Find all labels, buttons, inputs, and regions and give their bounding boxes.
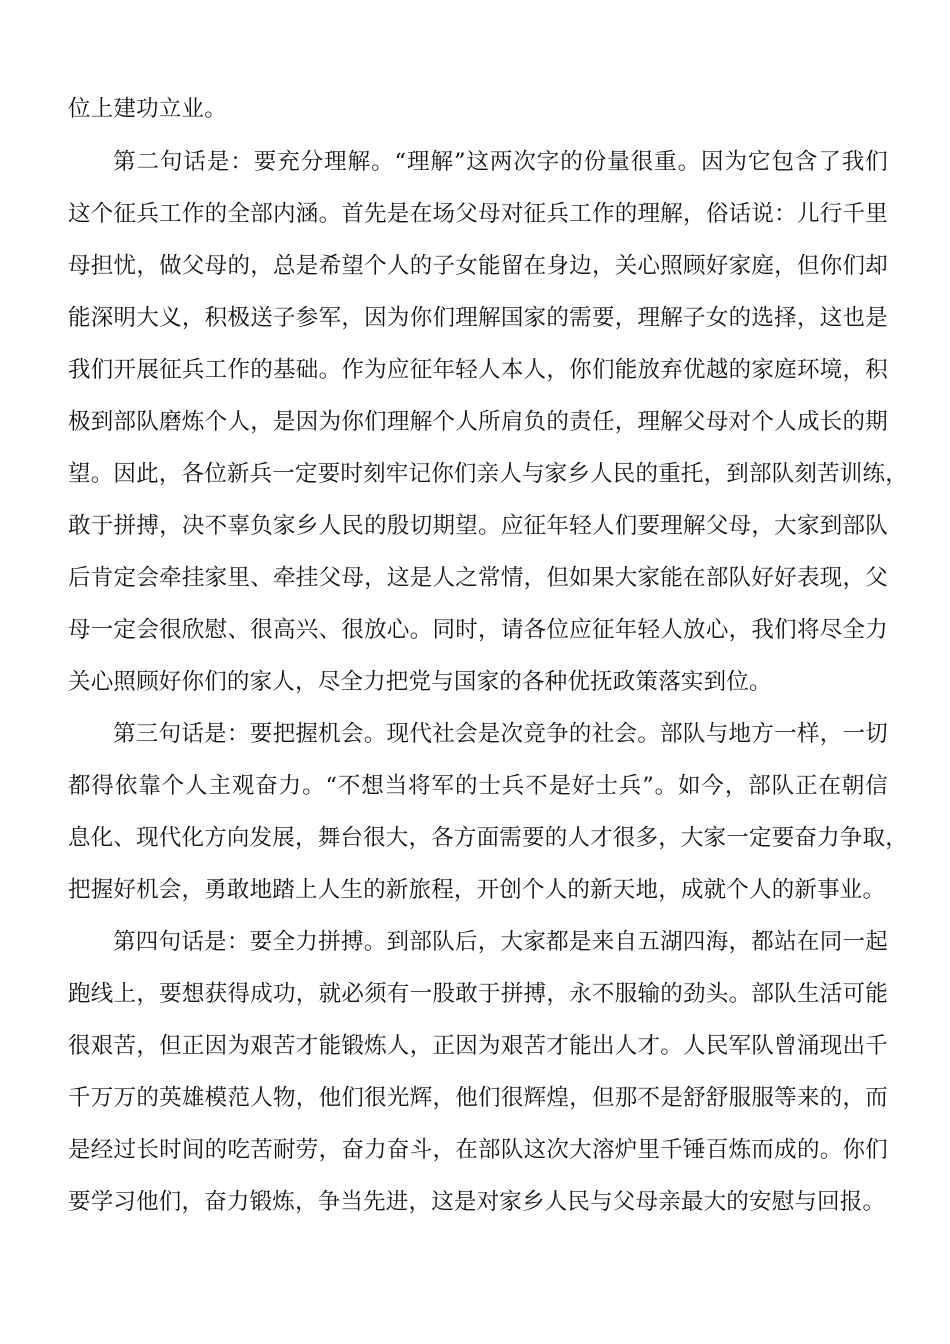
paragraph-4-line-4: 千万万的英雄模范人物，他们很光辉，他们很辉煌，但那不是舒舒服服等来的，而 [68, 1085, 888, 1111]
paragraph-2-line-4: 能深明大义，积极送子参军，因为你们理解国家的需要，理解子女的选择，这也是 [68, 305, 888, 331]
paragraph-2-line-11: 关心照顾好你们的家人，尽全力把党与国家的各种优抚政策落实到位。 [68, 669, 772, 695]
paragraph-2-line-6: 极到部队磨炼个人，是因为你们理解个人所肩负的责任，理解父母对个人成长的期 [68, 409, 888, 435]
paragraph-3-line-3: 息化、现代化方向发展，舞台很大，各方面需要的人才很多，大家一定要奋力争取， [68, 825, 908, 851]
paragraph-3-line-4: 把握好机会，勇敢地踏上人生的新旅程，开创个人的新天地，成就个人的新事业。 [68, 877, 886, 903]
text-line-1: 位上建功立业。 [68, 96, 227, 122]
paragraph-2-line-7: 望。因此，各位新兵一定要时刻牢记你们亲人与家乡人民的重托，到部队刻苦训练， [68, 461, 908, 487]
paragraph-2-line-1: 第二句话是：要充分理解。“理解”这两次字的份量很重。因为它包含了我们 [113, 149, 888, 175]
paragraph-2-line-8: 敢于拼搏，决不辜负家乡人民的殷切期望。应征年轻人们要理解父母，大家到部队 [68, 513, 888, 539]
paragraph-2-line-5: 我们开展征兵工作的基础。作为应征年轻人本人，你们能放弃优越的家庭环境，积 [68, 357, 888, 383]
paragraph-2-line-9: 后肯定会牵挂家里、牵挂父母，这是人之常情，但如果大家能在部队好好表现，父 [68, 565, 888, 591]
paragraph-4-line-5: 是经过长时间的吃苦耐劳，奋力奋斗，在部队这次大溶炉里千锤百炼而成的。你们 [68, 1137, 888, 1163]
paragraph-3-line-2: 都得依靠个人主观奋力。“不想当将军的士兵不是好士兵”。如今，部队正在朝信 [68, 773, 888, 799]
paragraph-2-line-10: 母一定会很欣慰、很高兴、很放心。同时，请各位应征年轻人放心，我们将尽全力 [68, 617, 888, 643]
paragraph-4-line-6: 要学习他们，奋力锻炼，争当先进，这是对家乡人民与父母亲最大的安慰与回报。 [68, 1189, 886, 1215]
paragraph-3-line-1: 第三句话是：要把握机会。现代社会是次竞争的社会。部队与地方一样，一切 [113, 721, 888, 747]
paragraph-2-line-3: 母担忧，做父母的，总是希望个人的子女能留在身边，关心照顾好家庭，但你们却 [68, 253, 888, 279]
paragraph-4-line-1: 第四句话是：要全力拼搏。到部队后，大家都是来自五湖四海，都站在同一起 [113, 929, 888, 955]
paragraph-4-line-3: 很艰苦，但正因为艰苦才能锻炼人，正因为艰苦才能出人才。人民军队曾涌现出千 [68, 1033, 888, 1059]
paragraph-2-line-2: 这个征兵工作的全部内涵。首先是在场父母对征兵工作的理解，俗话说：儿行千里 [68, 201, 888, 227]
paragraph-4-line-2: 跑线上，要想获得成功，就必须有一股敢于拼搏，永不服输的劲头。部队生活可能 [68, 981, 888, 1007]
